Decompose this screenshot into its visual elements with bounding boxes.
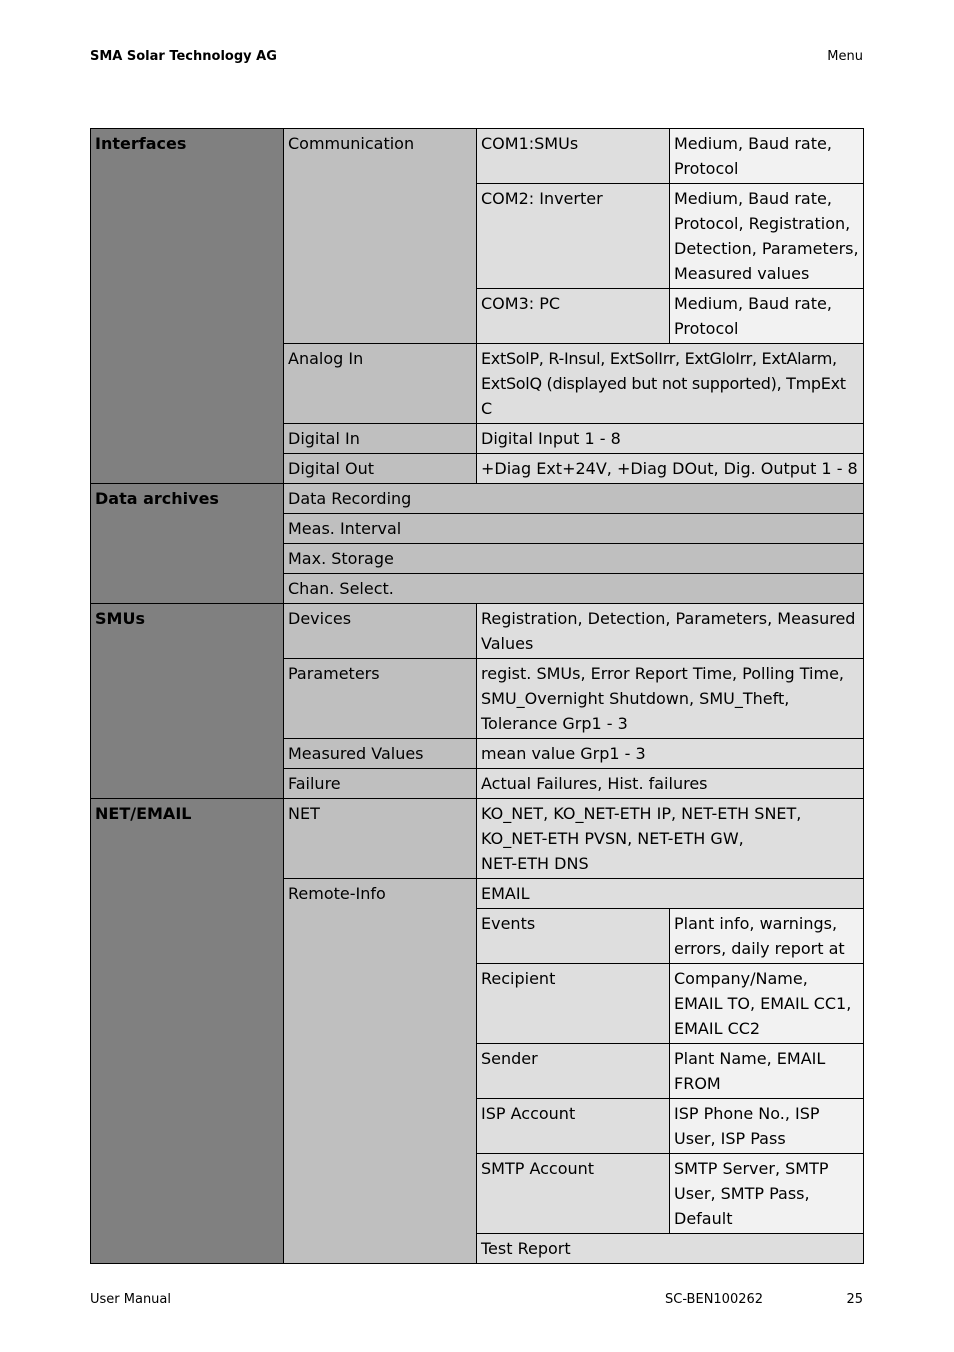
menu-net: NET xyxy=(284,799,477,879)
footer-doc-id: SC-BEN100262 xyxy=(665,1292,764,1307)
menu-data-archives: Data archives xyxy=(91,484,284,604)
menu-devices-detail: Registration, Detection, Parameters, Measured Values xyxy=(477,604,864,659)
menu-failure: Failure xyxy=(284,769,477,799)
menu-analog-in-detail: ExtSolP, R-Insul, ExtSolIrr, ExtGloIrr, ExtAlarm, ExtSolQ (displayed but not supported), TmpExt C xyxy=(477,344,864,424)
menu-events-detail: Plant info, warnings, errors, daily report at xyxy=(670,909,864,964)
menu-com1-detail: Medium, Baud rate, Protocol xyxy=(670,129,864,184)
menu-digital-in: Digital In xyxy=(284,424,477,454)
menu-net-detail xyxy=(477,799,864,879)
menu-events: Events xyxy=(477,909,670,964)
menu-digital-out-detail: +Diag Ext+24V, +Diag DOut, Dig. Output 1 - 8 xyxy=(477,454,864,484)
header-section: Menu xyxy=(827,49,863,64)
menu-digital-out: Digital Out xyxy=(284,454,477,484)
menu-recipient-detail: Company/Name, EMAIL TO, EMAIL CC1, EMAIL CC2 xyxy=(670,964,864,1044)
menu-net-detail-line: KO_NET-ETH PVSN, NET-ETH GW, xyxy=(481,829,744,848)
menu-analog-in: Analog In xyxy=(284,344,477,424)
menu-com2-detail: Medium, Baud rate, Protocol, Registration, Detection, Parameters, Measured values xyxy=(670,184,864,289)
menu-communication: Communication xyxy=(284,129,477,344)
menu-chan-select: Chan. Select. xyxy=(284,574,864,604)
menu-net-detail-line: NET-ETH DNS xyxy=(481,854,589,873)
menu-net-detail-line: KO_NET, KO_NET-ETH IP, NET-ETH SNET, xyxy=(481,804,802,823)
menu-measured-values-detail: mean value Grp1 - 3 xyxy=(477,739,864,769)
menu-devices: Devices xyxy=(284,604,477,659)
footer-doc-type: User Manual xyxy=(90,1292,172,1307)
menu-com3: COM3: PC xyxy=(477,289,670,344)
menu-net-email: NET/EMAIL xyxy=(91,799,284,1264)
header-company: SMA Solar Technology AG xyxy=(90,49,277,64)
menu-recipient: Recipient xyxy=(477,964,670,1044)
menu-com1: COM1:SMUs xyxy=(477,129,670,184)
menu-sender-detail: Plant Name, EMAIL FROM xyxy=(670,1044,864,1099)
menu-remote-info: Remote-Info xyxy=(284,879,477,1264)
menu-sender: Sender xyxy=(477,1044,670,1099)
menu-meas-interval: Meas. Interval xyxy=(284,514,864,544)
menu-parameters: Parameters xyxy=(284,659,477,739)
menu-email: EMAIL xyxy=(477,879,864,909)
menu-interfaces: Interfaces xyxy=(91,129,284,484)
menu-com2: COM2: Inverter xyxy=(477,184,670,289)
menu-measured-values: Measured Values xyxy=(284,739,477,769)
menu-data-recording: Data Recording xyxy=(284,484,864,514)
menu-isp-account-detail: ISP Phone No., ISP User, ISP Pass xyxy=(670,1099,864,1154)
menu-isp-account: ISP Account xyxy=(477,1099,670,1154)
footer-page-number: 25 xyxy=(846,1292,863,1307)
menu-test-report: Test Report xyxy=(477,1234,864,1264)
menu-smus: SMUs xyxy=(91,604,284,799)
menu-com3-detail: Medium, Baud rate, Protocol xyxy=(670,289,864,344)
menu-failure-detail: Actual Failures, Hist. failures xyxy=(477,769,864,799)
menu-smtp-account: SMTP Account xyxy=(477,1154,670,1234)
menu-parameters-detail: regist. SMUs, Error Report Time, Polling Time, SMU_Overnight Shutdown, SMU_Theft, Tolerance Grp1 - 3 xyxy=(477,659,864,739)
menu-digital-in-detail: Digital Input 1 - 8 xyxy=(477,424,864,454)
menu-structure-table xyxy=(90,128,864,1264)
menu-max-storage: Max. Storage xyxy=(284,544,864,574)
menu-smtp-account-detail: SMTP Server, SMTP User, SMTP Pass, Default xyxy=(670,1154,864,1234)
